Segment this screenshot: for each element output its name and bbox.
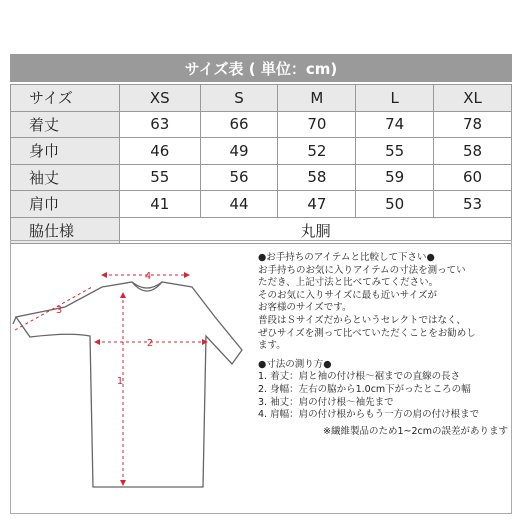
table-cell: 丸胴 [120, 217, 512, 244]
compare-heading: ●お手持ちのアイテムと比較して下さい● [258, 252, 435, 263]
row-label: 袖丈 [11, 164, 120, 191]
header-cell: サイズ [11, 85, 120, 112]
table-cell: 74 [356, 111, 434, 138]
row-label: 身巾 [11, 138, 120, 165]
table-cell: 55 [120, 164, 201, 191]
table-cell: 60 [434, 164, 512, 191]
table-cell: 70 [278, 111, 356, 138]
table-row [11, 191, 512, 218]
table-cell: 66 [200, 111, 278, 138]
measure-line: 1. 着丈：肩と袖の付け根～裾までの直線の長さ [258, 371, 461, 383]
table-cell: 63 [120, 111, 201, 138]
table-row [11, 111, 512, 138]
table-cell: 59 [356, 164, 434, 191]
arrow-head [120, 292, 126, 298]
label-4: 4 [144, 271, 152, 282]
table-cell: 58 [278, 164, 356, 191]
row-label: 脇仕様 [11, 217, 120, 244]
table-cell: 46 [120, 138, 201, 165]
measure-line: 3. 袖丈：肩の付け根～袖先まで [258, 396, 394, 408]
shirt-outline [13, 282, 242, 487]
arrow-head [94, 339, 100, 345]
table-cell: 55 [356, 138, 434, 165]
measure-lines [15, 275, 206, 484]
table-cell: 50 [356, 191, 434, 218]
compare-line: お客様のサイズです。 [258, 302, 352, 314]
table-cell: 44 [200, 191, 278, 218]
arrow-head [184, 272, 190, 278]
measure-line: 2. 身幅：左右の脇から1.0cm下がったところの幅 [258, 383, 471, 395]
size-table [10, 84, 512, 244]
header-cell: M [278, 85, 356, 112]
table-cell: 53 [434, 191, 512, 218]
notes-text [258, 252, 516, 438]
header-cell: S [200, 85, 278, 112]
table-row [11, 138, 512, 165]
measure-heading: ●寸法の測り方● [258, 358, 332, 370]
size-chart-title: サイズ表 ( 単位：cm) [10, 54, 512, 82]
compare-line: ます。 [258, 340, 286, 352]
table-cell: 52 [278, 138, 356, 165]
table-cell: 47 [278, 191, 356, 218]
measure-line: 4. 肩幅：肩の付け根からもう一方の肩の付け根まで [258, 409, 480, 421]
row-label: 肩巾 [11, 191, 120, 218]
header-cell: L [356, 85, 434, 112]
footnote: ※繊維製品のため1~2cmの誤差があります [323, 425, 508, 437]
arrow-head [101, 272, 107, 278]
row-label: 着丈 [11, 111, 120, 138]
compare-line: 普段はＳサイズだからというセレクトではなく、 [258, 314, 466, 326]
table-cell: 78 [434, 111, 512, 138]
table-cell: 56 [200, 164, 278, 191]
table-cell: 41 [120, 191, 201, 218]
table-row [11, 164, 512, 191]
header-cell: XL [434, 85, 512, 112]
compare-line: そのお気に入りサイズに最も近いサイズが [258, 289, 437, 301]
label-3: 3 [55, 305, 63, 316]
arrow-head [120, 480, 126, 486]
table-cell: 58 [434, 138, 512, 165]
shirt-diagram [10, 252, 260, 507]
compare-line: ただき、上記寸法と比べてみてください。 [258, 277, 439, 289]
label-1: 1 [116, 376, 124, 387]
arrow-head [202, 339, 208, 345]
compare-line: ぜひサイズを測って比べていただくことをお勧めし [258, 327, 476, 339]
table-header-row [11, 85, 512, 112]
arrow-heads [94, 272, 208, 486]
compare-line: お手持ちのお気に入りアイテムの寸法を測ってい [258, 264, 466, 276]
table-cell: 49 [200, 138, 278, 165]
sleeve-line [15, 287, 92, 330]
label-2: 2 [146, 338, 154, 349]
header-cell: XS [120, 85, 201, 112]
